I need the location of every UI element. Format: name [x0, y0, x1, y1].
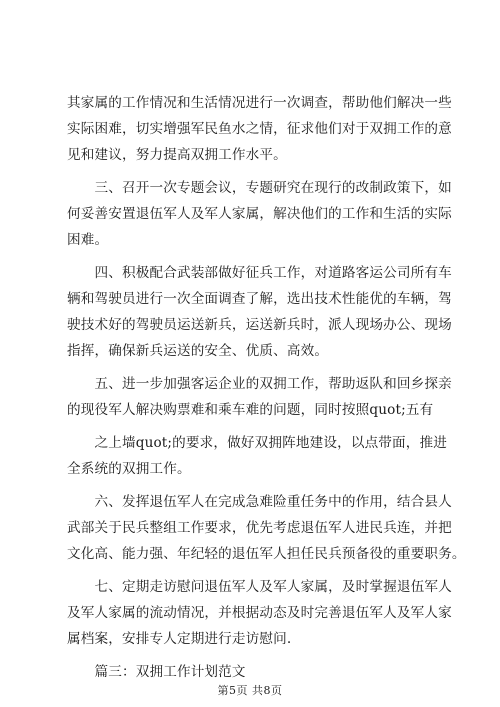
text-line: 四、积极配合武装部做好征兵工作，对道路客运公司所有车 [67, 265, 452, 281]
text-line: 辆和驾驶员进行一次全面调查了解，选出技术性能优的车辆，驾 [67, 291, 452, 307]
paragraph-1 [67, 90, 452, 168]
paragraph-5 [67, 430, 448, 482]
paragraph-3 [67, 260, 452, 364]
text-line: 六、发挥退伍军人在完成急难险重任务中的作用，结合县人 [67, 494, 452, 510]
text-line: 篇三：双拥工作计划范文 [67, 664, 246, 680]
text-line: 的现役军人解决购票难和乘车难的问题，同时按照quot;五有 [67, 402, 434, 418]
paragraph-7 [67, 574, 452, 652]
text-line: 何妥善安置退伍军人及军人家属，解决他们的工作和生活的实际 [67, 206, 452, 222]
text-line: 及军人家属的流动情况，并根据动态及时完善退伍军人及军人家 [67, 605, 452, 621]
text-line: 五、进一步加强客运企业的双拥工作，帮助返队和回乡探亲 [67, 376, 452, 392]
paragraph-4 [67, 371, 452, 423]
text-line: 其家属的工作情况和生活情况进行一次调查，帮助他们解决一些 [67, 95, 452, 111]
text-line: 见和建议，努力提高双拥工作水平。 [67, 147, 287, 163]
text-line: 武部关于民兵整组工作要求，优先考虑退伍军人进民兵连，并把 [67, 520, 452, 536]
text-line: 全系统的双拥工作。 [67, 461, 191, 477]
text-line: 三、召开一次专题会议，专题研究在现行的改制政策下，如 [67, 180, 452, 196]
text-line: 指挥，确保新兵运送的安全、优质、高效。 [67, 343, 329, 359]
document-body [67, 90, 466, 692]
text-line: 属档案，安排专人定期进行走访慰问. [67, 631, 292, 647]
paragraph-6 [67, 489, 466, 567]
text-line: 实际困难，切实增强军民鱼水之情，征求他们对于双拥工作的意 [67, 121, 452, 137]
text-line: 驶技术好的驾驶员运送新兵，运送新兵时，派人现场办公、现场 [67, 317, 452, 333]
text-line: 之上墙quot;的要求，做好双拥阵地建设，以点带面，推进 [67, 435, 448, 451]
text-line: 困难。 [67, 232, 109, 248]
text-line: 七、定期走访慰问退伍军人及军人家属，及时掌握退伍军人 [67, 579, 452, 595]
text-line: 文化高、能力强、年纪轻的退伍军人担任民兵预备役的重要职务。 [67, 546, 466, 562]
paragraph-2 [67, 175, 452, 253]
page-number-footer: 第5页 共8页 [217, 684, 283, 697]
